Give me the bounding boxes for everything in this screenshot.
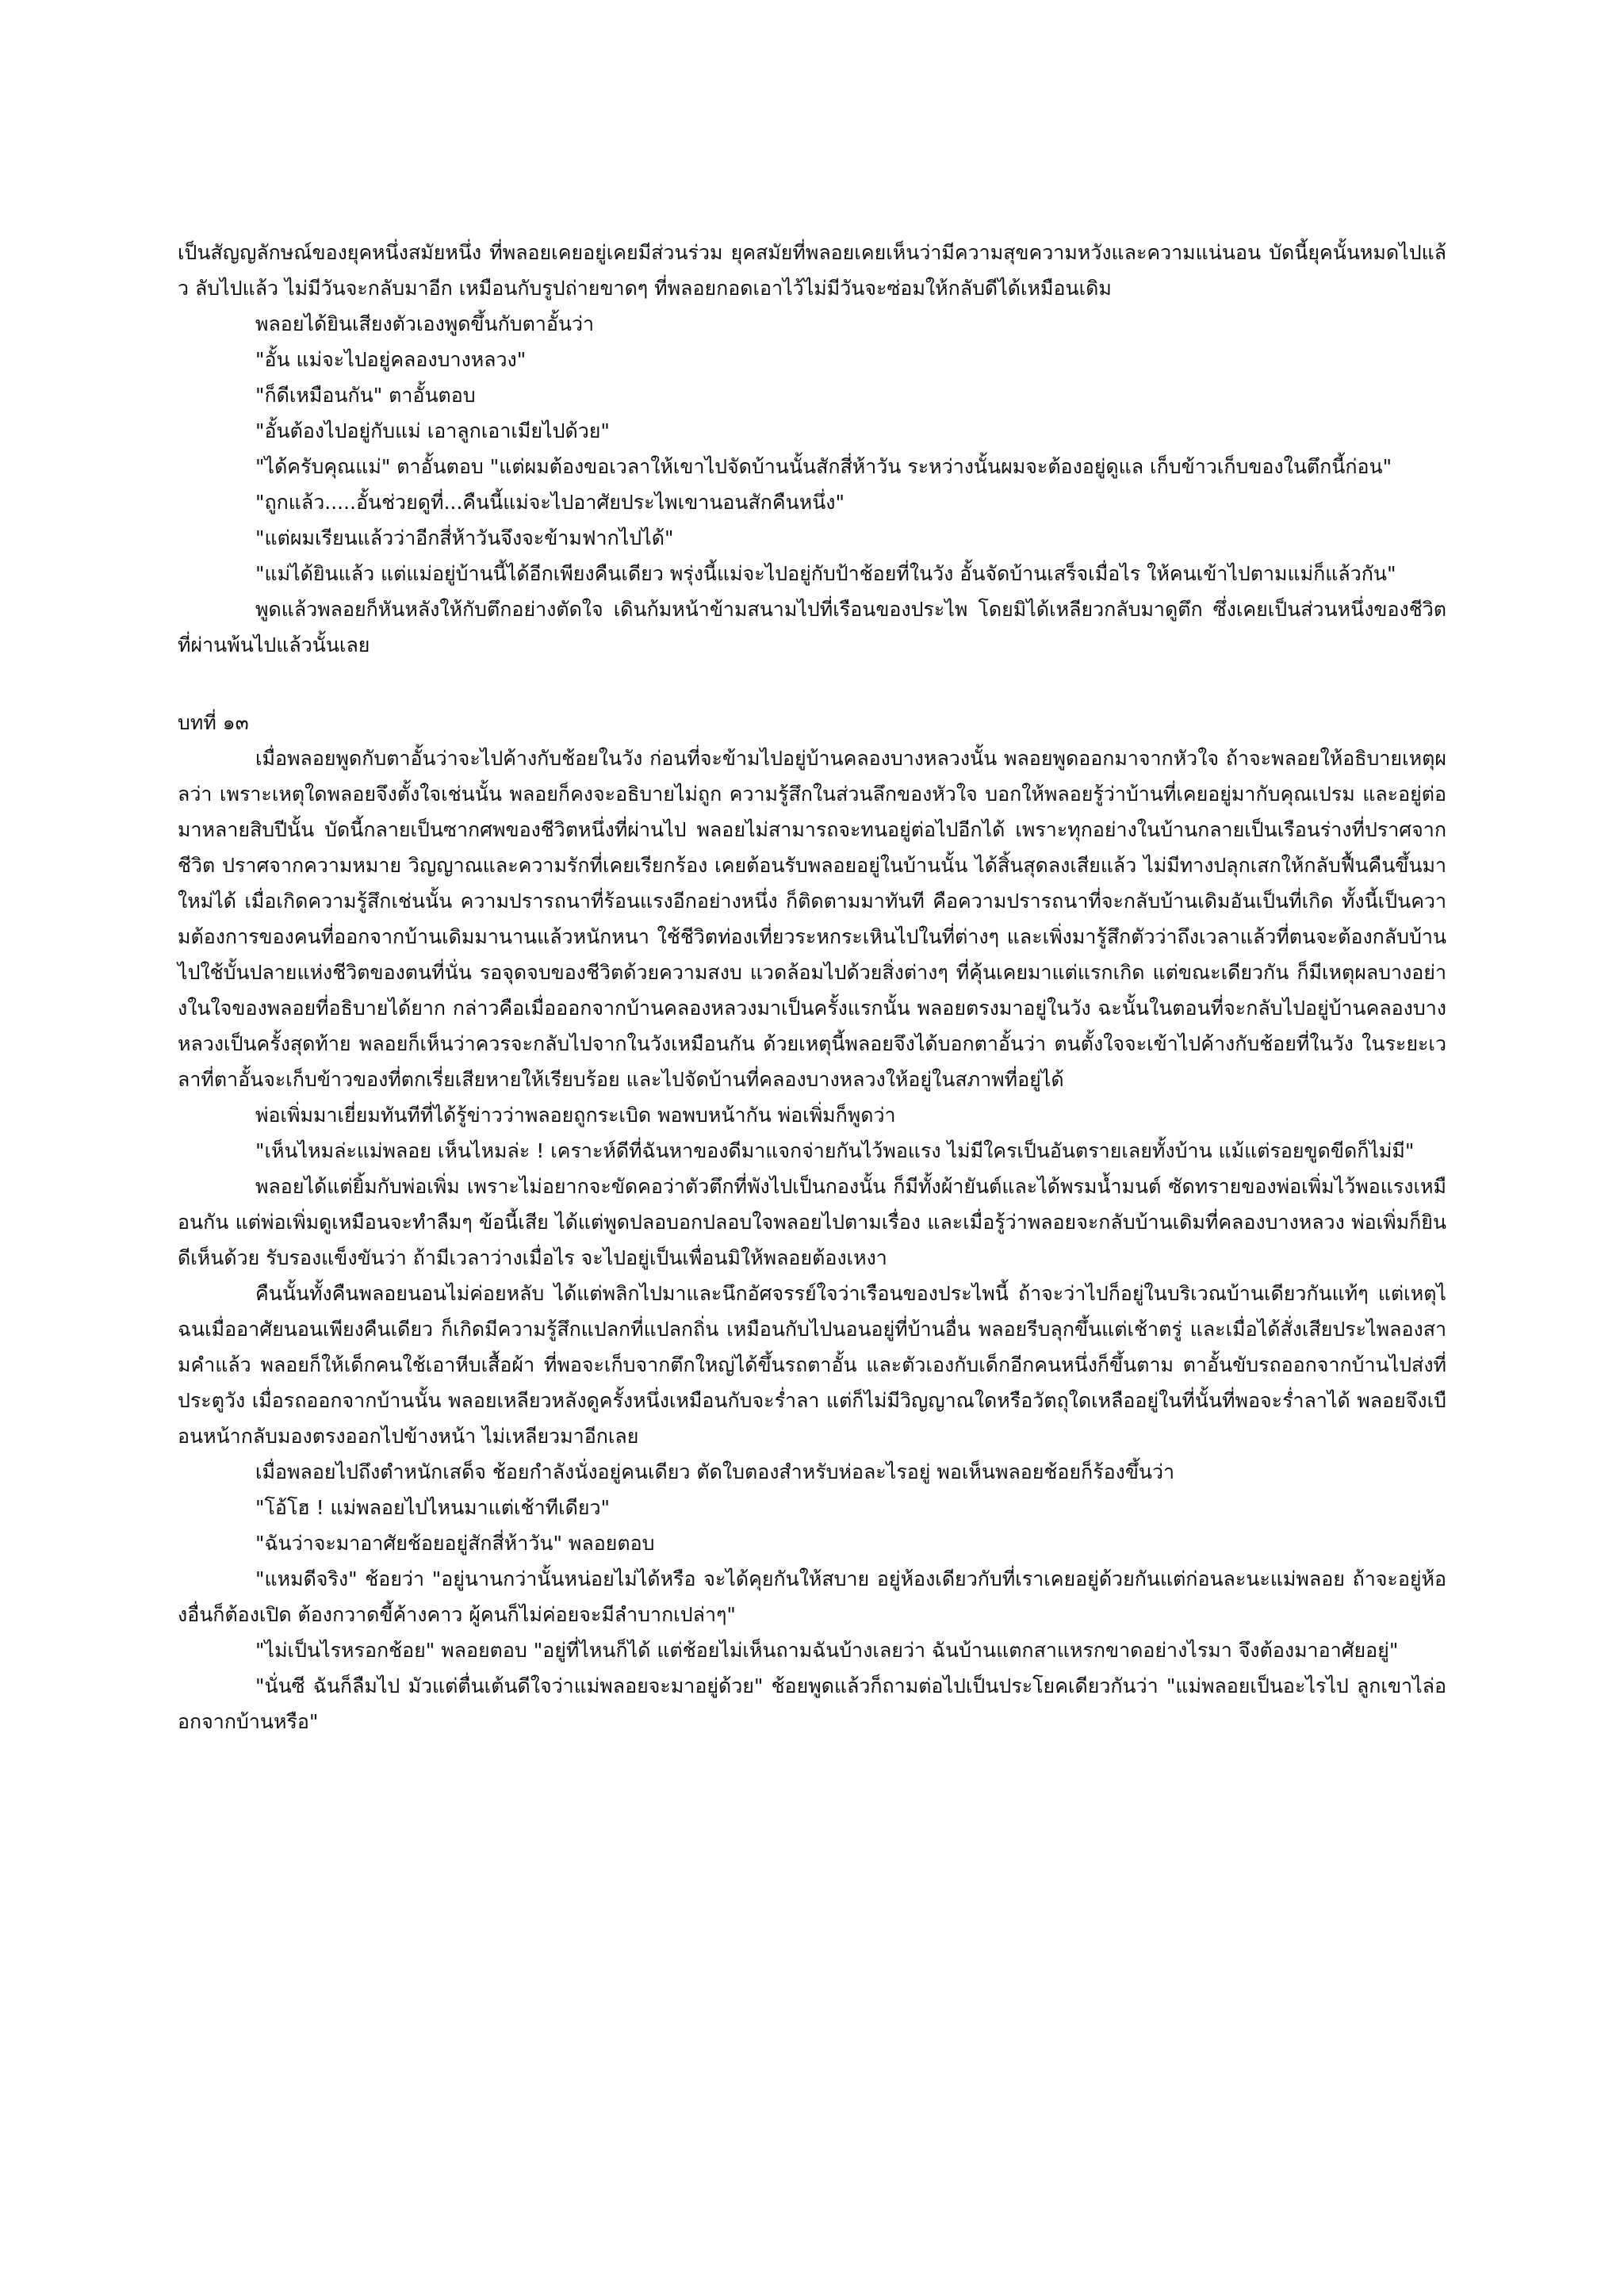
paragraph: เมื่อพลอยพูดกับตาอั้นว่าจะไปค้างกับช้อยในวัง ก่อนที่จะข้ามไปอยู่บ้านคลองบางหลวงนั้น พลอยพูดออกมาจากหัวใจ ถ้าจะพลอยให้อธิบายเหตุผลว่า เพราะเหตุใดพลอยจึงตั้งใจเช่นนั้น พลอยก็คงจะอธิบายไม่ถูก ความรู้สึกในส่วนลึกของหัวใจ บอกให้พลอยรู้ว่าบ้านที่เคยอยู่มากับคุณเปรม และอยู่ต่อมาหลายสิบปีนั้น บัดนี้กลายเป็นซากศพของชีวิตหนึ่งที่ผ่านไป พลอยไม่สามารถจะทนอยู่ต่อไปอีกได้ เพราะทุกอย่างในบ้านกลายเป็นเรือนร่างที่ปราศจากชีวิต ปราศจากความหมาย วิญญาณและความรักที่เคยเรียกร้อง เคยต้อนรับพลอยอยู่ในบ้านนั้น ได้สิ้นสุดลงเสียแล้ว ไม่มีทางปลุกเสกให้กลับฟื้นคืนขึ้นมาใหม่ได้ เมื่อเกิดความรู้สึกเช่นนั้น ความปรารถนาที่ร้อนแรงอีกอย่างหนึ่ง ก็ติดตามมาทันที คือความปรารถนาที่จะกลับบ้านเดิมอันเป็นที่เกิด ทั้งนี้เป็นความต้องการของคนที่ออกจากบ้านเดิมมานานแล้วหนักหนา ใช้ชีวิตท่องเที่ยวระหกระเหินไปในที่ต่างๆ และเพิ่งมารู้สึกตัวว่าถึงเวลาแล้วที่ตนจะต้องกลับบ้าน ไปใช้บั้นปลายแห่งชีวิตของตนที่นั่น รอจุดจบของชีวิตด้วยความสงบ แวดล้อมไปด้วยสิ่งต่างๆ ที่คุ้นเคยมาแต่แรกเกิด แต่ขณะเดียวกัน ก็มีเหตุผลบางอย่างในใจของพลอยที่อธิบายได้ยาก กล่าวคือเมื่อออกจากบ้านคลองหลวงมาเป็นครั้งแรกนั้น พลอยตรงมาอยู่ในวัง ฉะนั้นในตอนที่จะกลับไปอยู่บ้านคลองบางหลวงเป็นครั้งสุดท้าย พลอยก็เห็นว่าควรจะกลับไปจากในวังเหมือนกัน ด้วยเหตุนี้พลอยจึงได้บอกตาอั้นว่า ตนตั้งใจจะเข้าไปค้างกับช้อยที่ในวัง ในระยะเวลาที่ตาอั้นจะเก็บข้าวของที่ตกเรี่ยเสียหายให้เรียบร้อย และไปจัดบ้านที่คลองบางหลวงให้อยู่ในสภาพที่อยู่ได้: [178, 747, 1446, 1091]
dialogue-line: "ถูกแล้ว.....อั้นช่วยดูที่...คืนนี้แม่จะไปอาศัยประไพเขานอนสักคืนหนึ่ง": [255, 491, 845, 514]
dialogue-line: "ได้ครับคุณแม่" ตาอั้นตอบ "แต่ผมต้องขอเวลาให้เขาไปจัดบ้านนั้นสักสี่ห้าวัน ระหว่างนั้นผมจะต้องอยู่ดูแล เก็บข้าวเก็บของในตึกนี้ก่อน": [255, 455, 1392, 478]
paragraph: พลอยได้แต่ยิ้มกับพ่อเพิ่ม เพราะไม่อยากจะขัดคอว่าตัวตึกที่พังไปเป็นกองนั้น ก็มีทั้งผ้ายันต์และได้พรมน้ำมนต์ ซัดทรายของพ่อเพิ่มไว้พอแรงเหมือนกัน แต่พ่อเพิ่มดูเหมือนจะทำลืมๆ ข้อนี้เสีย ได้แต่พูดปลอบอกปลอบใจพลอยไปตามเรื่อง และเมื่อรู้ว่าพลอยจะกลับบ้านเดิมที่คลองบางหลวง พ่อเพิ่มก็ยินดีเห็นด้วย รับรองแข็งขันว่า ถ้ามีเวลาว่างเมื่อไร จะไปอยู่เป็นเพื่อนมิให้พลอยต้องเหงา: [178, 1175, 1446, 1269]
dialogue-line: "ฉันว่าจะมาอาศัยช้อยอยู่สักสี่ห้าวัน" พลอยตอบ: [255, 1532, 655, 1555]
dialogue-line: "ก็ดีเหมือนกัน" ตาอั้นตอบ: [255, 384, 476, 407]
paragraph: คืนนั้นทั้งคืนพลอยนอนไม่ค่อยหลับ ได้แต่พลิกไปมาและนึกอัศจรรย์ใจว่าเรือนของประไพนี้ ถ้าจะว่าไปก็อยู่ในบริเวณบ้านเดียวกันแท้ๆ แต่เหตุไฉนเมื่ออาศัยนอนเพียงคืนเดียว ก็เกิดมีความรู้สึกแปลกที่แปลกถิ่น เหมือนกับไปนอนอยู่ที่บ้านอื่น พลอยรีบลุกขึ้นแต่เช้าตรู่ และเมื่อได้สั่งเสียประไพลองสามคำแล้ว พลอยก็ให้เด็กคนใช้เอาหีบเสื้อผ้า ที่พอจะเก็บจากตึกใหญ่ได้ขึ้นรถตาอั้น และตัวเองกับเด็กอีกคนหนึ่งก็ขึ้นตาม ตาอั้นขับรถออกจากบ้านไปส่งที่ประตูวัง เมื่อรถออกจากบ้านนั้น พลอยเหลียวหลังดูครั้งหนึ่งเหมือนกับจะร่ำลา แต่ก็ไม่มีวิญญาณใดหรือวัตถุใดเหลืออยู่ในที่นั้นที่พอจะร่ำลาได้ พลอยจึงเบือนหน้ากลับมองตรงออกไปข้างหน้า ไม่เหลียวมาอีกเลย: [178, 1282, 1446, 1448]
dialogue-line: "นั่นซี ฉันก็ลืมไป มัวแต่ตื่นเต้นดีใจว่าแม่พลอยจะมาอยู่ด้วย" ช้อยพูดแล้วก็ถามต่อไปเป็นประโยคเดียวกันว่า "แม่พลอยเป็นอะไรไป ลูกเขาไล่ออกจากบ้านหรือ": [178, 1674, 1446, 1733]
dialogue-line: "โอ้โฮ ! แม่พลอยไปไหนมาแต่เช้าทีเดียว": [255, 1496, 611, 1519]
chapter-heading: บทที่ ๑๓: [178, 711, 249, 734]
dialogue-line: "อั้นต้องไปอยู่กับแม่ เอาลูกเอาเมียไปด้วย": [255, 419, 610, 442]
document-page: [178, 235, 1446, 1739]
dialogue-line: "ไม่เป็นไรหรอกช้อย" พลอยตอบ "อยู่ที่ไหนก็ได้ แต่ช้อยไม่เห็นถามฉันบ้างเลยว่า ฉันบ้านแตกสาแหรกขาดอย่างไรมา จึงต้องมาอาศัยอยู่": [255, 1639, 1399, 1662]
paragraph: พ่อเพิ่มมาเยี่ยมทันทีที่ได้รู้ข่าวว่าพลอยถูกระเบิด พอพบหน้ากัน พ่อเพิ่มก็พูดว่า: [255, 1104, 896, 1127]
dialogue-line: "แม่ได้ยินแล้ว แต่แม่อยู่บ้านนี้ได้อีกเพียงคืนเดียว พรุ่งนี้แม่จะไปอยู่กับป้าช้อยที่ในวัง อั้นจัดบ้านเสร็จเมื่อไร ให้คนเข้าไปตามแม่ก็แล้วกัน": [255, 562, 1396, 585]
dialogue-line: "อั้น แม่จะไปอยู่คลองบางหลวง": [255, 348, 527, 371]
paragraph: เมื่อพลอยไปถึงตำหนักเสด็จ ช้อยกำลังนั่งอยู่คนเดียว ตัดใบตองสำหรับห่อละไรอยู่ พอเห็นพลอยช้อยก็ร้องขึ้นว่า: [255, 1460, 1175, 1483]
paragraph: พลอยได้ยินเสียงตัวเองพูดขึ้นกับตาอั้นว่า: [255, 312, 595, 335]
paragraph: พูดแล้วพลอยก็หันหลังให้กับตึกอย่างตัดใจ เดินก้มหน้าข้ามสนามไปที่เรือนของประไพ โดยมิได้เหลียวกลับมาดูตึก ซึ่งเคยเป็นส่วนหนึ่งของชีวิตที่ผ่านพ้นไปแล้วนั้นเลย: [178, 598, 1446, 656]
dialogue-line: "แต่ผมเรียนแล้วว่าอีกสี่ห้าวันจึงจะข้ามฟากไปได้": [255, 526, 674, 549]
paragraph: เป็นสัญญลักษณ์ของยุคหนึ่งสมัยหนึ่ง ที่พลอยเคยอยู่เคยมีส่วนร่วม ยุคสมัยที่พลอยเคยเห็นว่ามีความสุขความหวังและความแน่นอน บัดนี้ยุคนั้นหมดไปแล้ว ลับไปแล้ว ไม่มีวันจะกลับมาอีก เหมือนกับรูปถ่ายขาดๆ ที่พลอยกอดเอาไว้ไม่มีวันจะซ่อมให้กลับดีได้เหมือนเดิม: [178, 241, 1446, 300]
dialogue-line: "เห็นไหมล่ะแม่พลอย เห็นไหมล่ะ ! เคราะห์ดีที่ฉันหาของดีมาแจกจ่ายกันไว้พอแรง ไม่มีใครเป็นอันตรายเลยทั้งบ้าน แม้แต่รอยขูดขีดก็ไม่มี": [255, 1139, 1415, 1162]
dialogue-line: "แหมดีจริง" ช้อยว่า "อยู่นานกว่านั้นหน่อยไม่ได้หรือ จะได้คุยกันให้สบาย อยู่ห้องเดียวกับที่เราเคยอยู่ด้วยกันแต่ก่อนละนะแม่พลอย ถ้าจะอยู่ห้องอื่นก็ต้องเปิด ต้องกวาดขี้ค้างคาว ผู้คนก็ไม่ค่อยจะมีลำบากเปล่าๆ": [178, 1567, 1446, 1626]
